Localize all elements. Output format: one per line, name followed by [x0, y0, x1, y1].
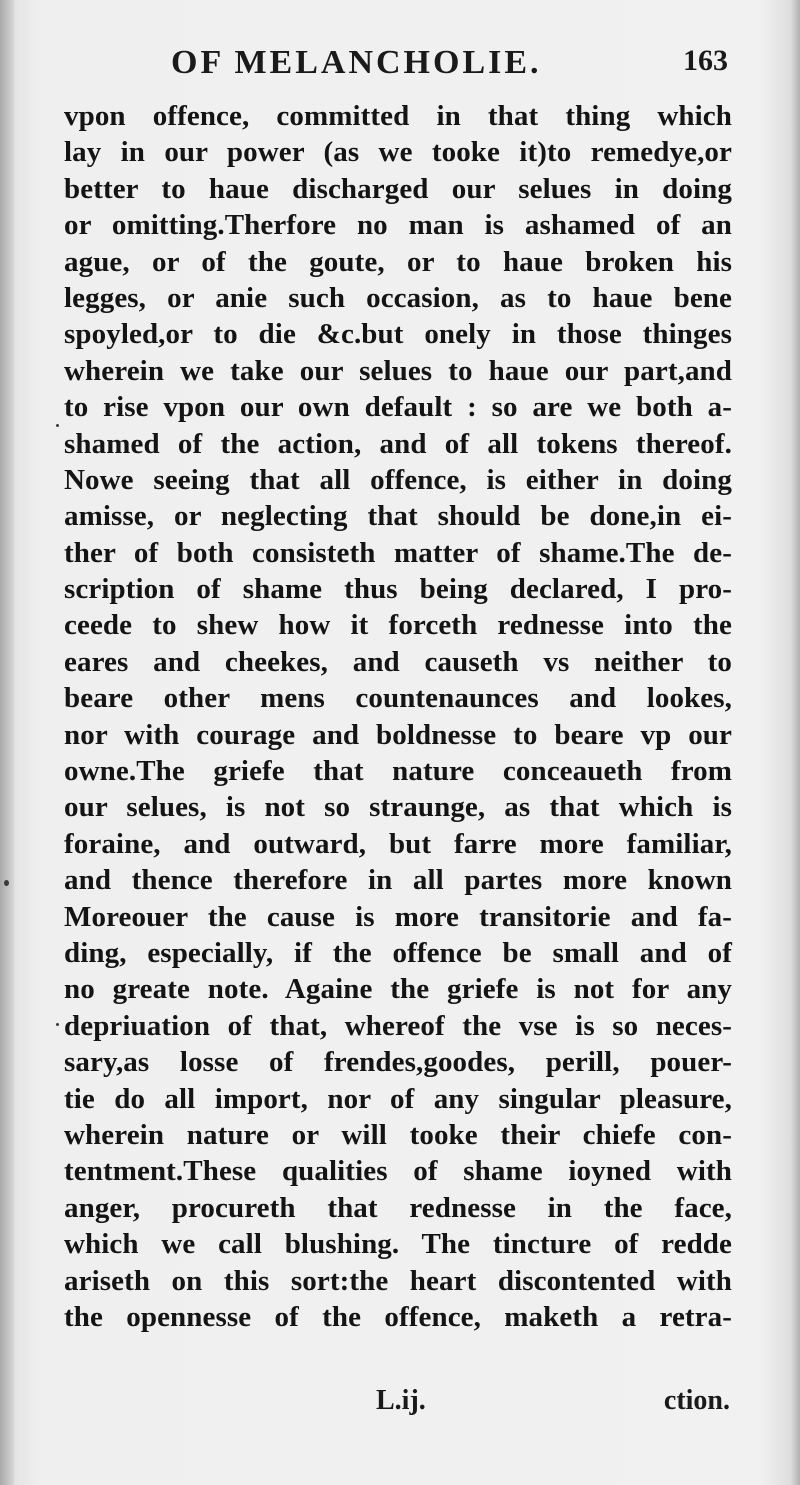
text-line: Nowe seeing that all offence, is either in doing [64, 463, 732, 496]
body-text [64, 98, 732, 1335]
ink-speck [56, 1023, 59, 1026]
book-page [58, 40, 732, 1416]
ink-speck [56, 424, 59, 427]
page-edge [790, 0, 800, 1485]
text-line: spoyled,or to die &c.but onely in those thinges [64, 318, 732, 351]
text-line: to rise vpon our own default : so are we both a- [64, 391, 732, 424]
page-number: 163 [683, 44, 728, 77]
text-line: ther of both consisteth matter of shame.The de- [64, 536, 732, 569]
text-line: ariseth on this sort:the heart discontented with [64, 1264, 732, 1297]
text-line: depriuation of that, whereof the vse is so neces- [64, 1009, 732, 1042]
text-line: scription of shame thus being declared, I pro- [64, 573, 732, 606]
text-line: amisse, or neglecting that should be done,in ei- [64, 500, 732, 533]
text-line: sary,as losse of frendes,goodes, perill, pouer- [64, 1046, 732, 1079]
ink-speck [4, 880, 9, 886]
gutter-shadow [0, 0, 14, 1485]
text-line: and thence therefore in all partes more known [64, 864, 732, 897]
catchword: ction. [663, 1385, 730, 1416]
running-head [58, 40, 730, 90]
signature-mark: L.ij. [376, 1385, 426, 1416]
page-footer [58, 1385, 730, 1425]
text-line: owne.The griefe that nature conceaueth from [64, 755, 732, 788]
text-line: lay in our power (as we tooke it)to remedye,or [64, 136, 732, 169]
text-line: our selues, is not so straunge, as that which is [64, 791, 732, 824]
text-line: foraine, and outward, but farre more familiar, [64, 827, 732, 860]
text-line: eares and cheekes, and causeth vs neither to [64, 645, 732, 678]
text-line: no greate note. Againe the griefe is not for any [64, 973, 732, 1006]
text-line: nor with courage and boldnesse to beare vp our [64, 718, 732, 751]
text-line: tie do all import, nor of any singular pleasure, [64, 1082, 732, 1115]
text-line: which we call blushing. The tincture of redde [64, 1228, 732, 1261]
text-line: shamed of the action, and of all tokens thereof. [64, 427, 732, 460]
text-line: wherein we take our selues to haue our part,and [64, 354, 732, 387]
text-line: legges, or anie such occasion, as to haue bene [64, 281, 732, 314]
text-line: tentment.These qualities of shame ioyned with [64, 1155, 732, 1188]
text-line: vpon offence, committed in that thing which [64, 100, 732, 132]
text-line: Moreouer the cause is more transitorie and fa- [64, 900, 732, 933]
running-title: OF MELANCHOLIE. [171, 44, 542, 81]
text-line: ding, especially, if the offence be small and of [64, 936, 732, 969]
text-line: wherein nature or will tooke their chiefe con- [64, 1118, 732, 1151]
text-line: ague, or of the goute, or to haue broken his [64, 245, 732, 278]
text-line: beare other mens countenaunces and lookes, [64, 682, 732, 715]
text-line: anger, procureth that rednesse in the face, [64, 1191, 732, 1224]
text-line: better to haue discharged our selues in doing [64, 172, 732, 205]
text-line: or omitting.Therfore no man is ashamed of an [64, 209, 732, 242]
text-line: the opennesse of the offence, maketh a retra- [64, 1300, 732, 1333]
text-line: ceede to shew how it forceth rednesse into the [64, 609, 732, 642]
